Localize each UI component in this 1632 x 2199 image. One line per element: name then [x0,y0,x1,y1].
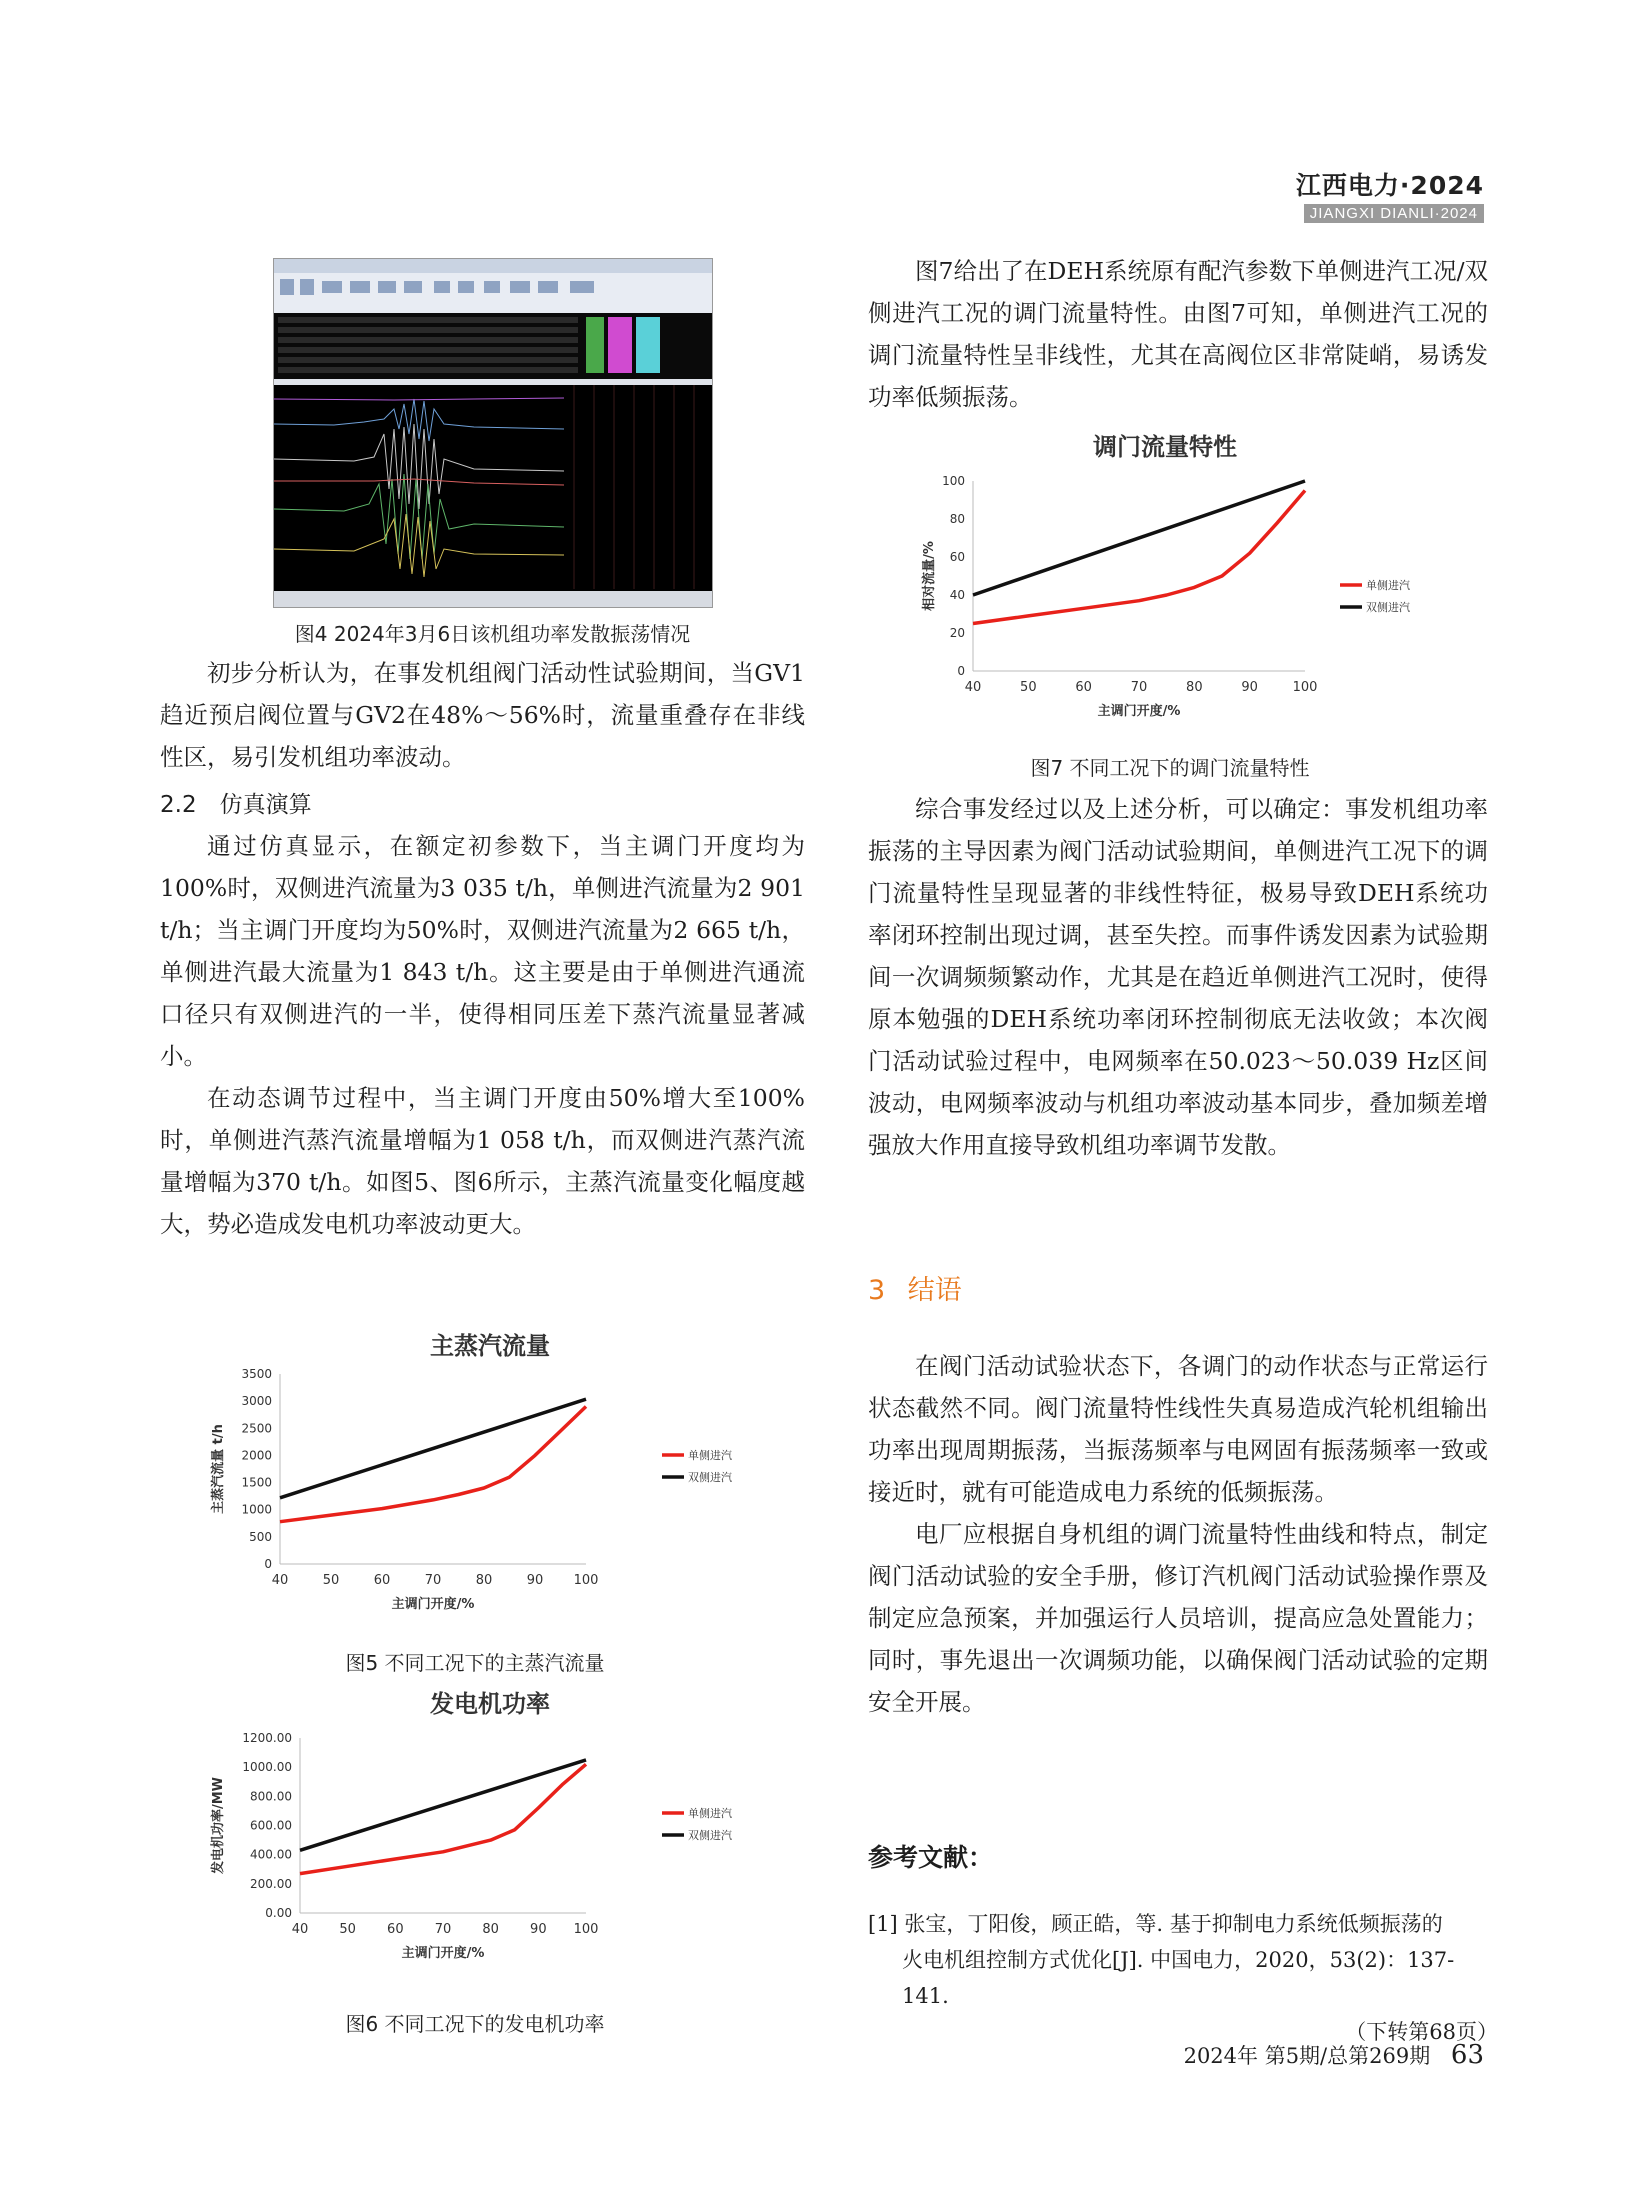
y-tick-label: 800.00 [250,1789,292,1804]
section-3-heading [868,1268,962,1307]
y-tick-label: 0 [957,664,965,678]
x-tick-label: 50 [339,1922,356,1937]
y-tick-label: 2500 [241,1421,272,1436]
reference-1-line-2: 火电机组控制方式优化[J]. 中国电力，2020，53(2)：137-141. [902,1948,1455,2008]
right-column-top [868,250,1488,418]
series-line-dual [973,481,1305,595]
fig4-screenshot [273,258,713,608]
legend-label: 单侧进汽 [688,1807,732,1820]
right-column-conclusion [868,1345,1488,1723]
x-tick-label: 60 [387,1922,404,1937]
y-tick-label: 200.00 [250,1876,292,1891]
y-tick-label: 100 [942,474,965,488]
fig7-caption: 图7 不同工况下的调门流量特性 [1030,756,1310,780]
legend-label: 双侧进汽 [1366,601,1410,614]
x-axis-label: 主调门开度/% [401,1946,485,1961]
fig6-caption: 图6 不同工况下的发电机功率 [345,2012,605,2036]
series-line-single [300,1764,586,1873]
y-tick-label: 1200.00 [242,1731,292,1745]
x-tick-label: 100 [1292,680,1318,695]
right-paragraph-2: 综合事发经过以及上述分析，可以确定：事发机组功率振荡的主导因素为阀门活动试验期间，单侧进汽工况下的调门流量特性呈现显著的非线性特征，极易导致DEH系统功率闭环控制出现过调，甚至失控。而事件诱发因素为试验期间一次调频频繁动作，尤其是在趋近单侧进汽工况时，使得原本勉强的DEH系统功率闭环控制彻底无法收敛；本次阀门活动试验过程中，电网频率在50.023～50.039 Hz区间波动，电网频率波动与机组功率波动基本同步，叠加频差增强放大作用直接导致机组功率调节发散。 [868,795,1488,1159]
section-3-number: 3 [868,1275,886,1306]
y-axis-label: 相对流量/% [922,541,937,611]
fig4-caption: 图4 2024年3月6日该机组功率发散振荡情况 [294,622,691,646]
fig7-plot-area [921,474,1410,719]
x-tick-label: 40 [271,1573,289,1588]
fig5-chart [200,1320,800,1642]
x-tick-label: 50 [322,1573,340,1588]
legend-label: 单侧进汽 [688,1449,732,1462]
x-tick-label: 90 [1241,680,1258,695]
left-paragraph-1: 初步分析认为，在事发机组阀门活动性试验期间，当GV1趋近预启阀位置与GV2在48%～56%时，流量重叠存在非线性区，易引发机组功率波动。 [160,659,805,771]
page-footer [1184,2040,1484,2070]
y-tick-label: 3500 [241,1367,272,1381]
x-tick-label: 90 [526,1573,544,1588]
x-tick-label: 80 [475,1573,493,1588]
x-tick-label: 90 [530,1922,547,1937]
reference-1-line-1: [1] 张宝，丁阳俊，顾正皓，等. 基于抑制电力系统低频振荡的 [868,1912,1443,1936]
y-tick-label: 400.00 [250,1847,292,1862]
fig6-chart [200,1678,800,1996]
journal-title: 江西电力·2024 [1295,171,1484,200]
fig5-title: 主蒸汽流量 [430,1332,550,1360]
continued-note: （下转第68页） [1345,2020,1498,2044]
legend-label: 单侧进汽 [1366,579,1410,592]
y-tick-label: 500 [249,1529,272,1544]
x-tick-label: 70 [1130,680,1148,695]
right-paragraph-1: 图7给出了在DEH系统原有配汽参数下单侧进汽工况/双侧进汽工况的调门流量特性。由图7可知，单侧进汽工况的调门流量特性呈非线性，尤其在高阀位区非常陡峭，易诱发功率低频振荡。 [868,257,1488,411]
y-tick-label: 1500 [241,1475,272,1490]
fig5-caption: 图5 不同工况下的主蒸汽流量 [345,1651,605,1675]
x-tick-label: 60 [1075,680,1092,695]
fig7-chart [915,425,1475,747]
series-line-single [280,1407,586,1522]
left-paragraph-2: 通过仿真显示，在额定初参数下，当主调门开度均为100%时，双侧进汽流量为3 035 t/h，单侧进汽流量为2 901 t/h；当主调门开度均为50%时，双侧进汽流量为2 665 t/h，单侧进汽最大流量为1 843 t/h。这主要是由于单侧进汽通流口径只有双侧进汽的一半，使得相同压差下蒸汽流量显著减小。 [160,832,805,1070]
x-tick-label: 50 [1020,680,1037,695]
y-tick-label: 1000.00 [242,1760,292,1775]
y-tick-label: 600.00 [250,1818,292,1833]
x-tick-label: 70 [434,1922,452,1937]
reference-1 [868,1906,1498,2050]
x-axis-label: 主调门开度/% [391,1597,475,1612]
y-tick-label: 3000 [241,1394,272,1409]
left-paragraph-3: 在动态调节过程中，当主调门开度由50%增大至100%时，单侧进汽蒸汽流量增幅为1 058 t/h，而双侧进汽蒸汽流量增幅为370 t/h。如图5、图6所示，主蒸汽流量变化幅度越大，势必造成发电机功率波动更大。 [160,1084,805,1238]
legend-label: 双侧进汽 [688,1471,732,1484]
x-tick-label: 100 [573,1573,599,1588]
fig6-plot-area [210,1731,732,1961]
x-tick-label: 40 [291,1922,309,1937]
y-tick-label: 0.00 [265,1906,292,1920]
y-tick-label: 1000 [241,1502,272,1517]
x-tick-label: 40 [964,680,982,695]
y-tick-label: 20 [949,626,965,640]
page-number: 63 [1450,2040,1484,2070]
references-heading: 参考文献： [868,1843,994,1872]
x-tick-label: 80 [482,1922,499,1937]
fig7-title: 调门流量特性 [1093,433,1237,461]
legend-label: 双侧进汽 [688,1829,732,1842]
y-tick-label: 40 [949,588,965,602]
section-2-2-heading: 2.2 仿真演算 [160,792,312,818]
fig6-title: 发电机功率 [430,1690,550,1718]
y-tick-label: 80 [949,512,965,526]
right-column-middle [868,788,1488,1166]
right-paragraph-3: 在阀门活动试验状态下，各调门的动作状态与正常运行状态截然不同。阀门流量特性线性失真易造成汽轮机组输出功率出现周期振荡，当振荡频率与电网固有振荡频率一致或接近时，就有可能造成电力系统的低频振荡。 [868,1352,1488,1506]
y-tick-label: 60 [949,550,965,564]
x-tick-label: 70 [424,1573,442,1588]
issue-info: 2024年 第5期/总第269期 [1183,2044,1431,2068]
left-column [160,652,805,1245]
y-tick-label: 2000 [241,1448,272,1463]
journal-subtitle: JIANGXI DIANLI·2024 [1304,204,1484,223]
series-line-single [973,491,1305,624]
x-axis-label: 主调门开度/% [1097,704,1181,719]
x-tick-label: 80 [1186,680,1203,695]
x-tick-label: 60 [373,1573,391,1588]
section-3-title: 结语 [907,1275,962,1306]
fig5-plot-area [210,1367,732,1612]
y-axis-label: 主蒸汽流量 t/h [211,1424,226,1514]
y-axis-label: 发电机功率/MW [211,1776,226,1875]
y-tick-label: 0 [264,1557,272,1571]
right-paragraph-4: 电厂应根据自身机组的调门流量特性曲线和特点，制定阀门活动试验的安全手册，修订汽机阀门活动试验操作票及制定应急预案，并加强运行人员培训，提高应急处置能力；同时，事先退出一次调频功能，以确保阀门活动试验的定期安全开展。 [868,1520,1488,1716]
x-tick-label: 100 [573,1922,599,1937]
fig4-screenshot-image [274,259,712,607]
